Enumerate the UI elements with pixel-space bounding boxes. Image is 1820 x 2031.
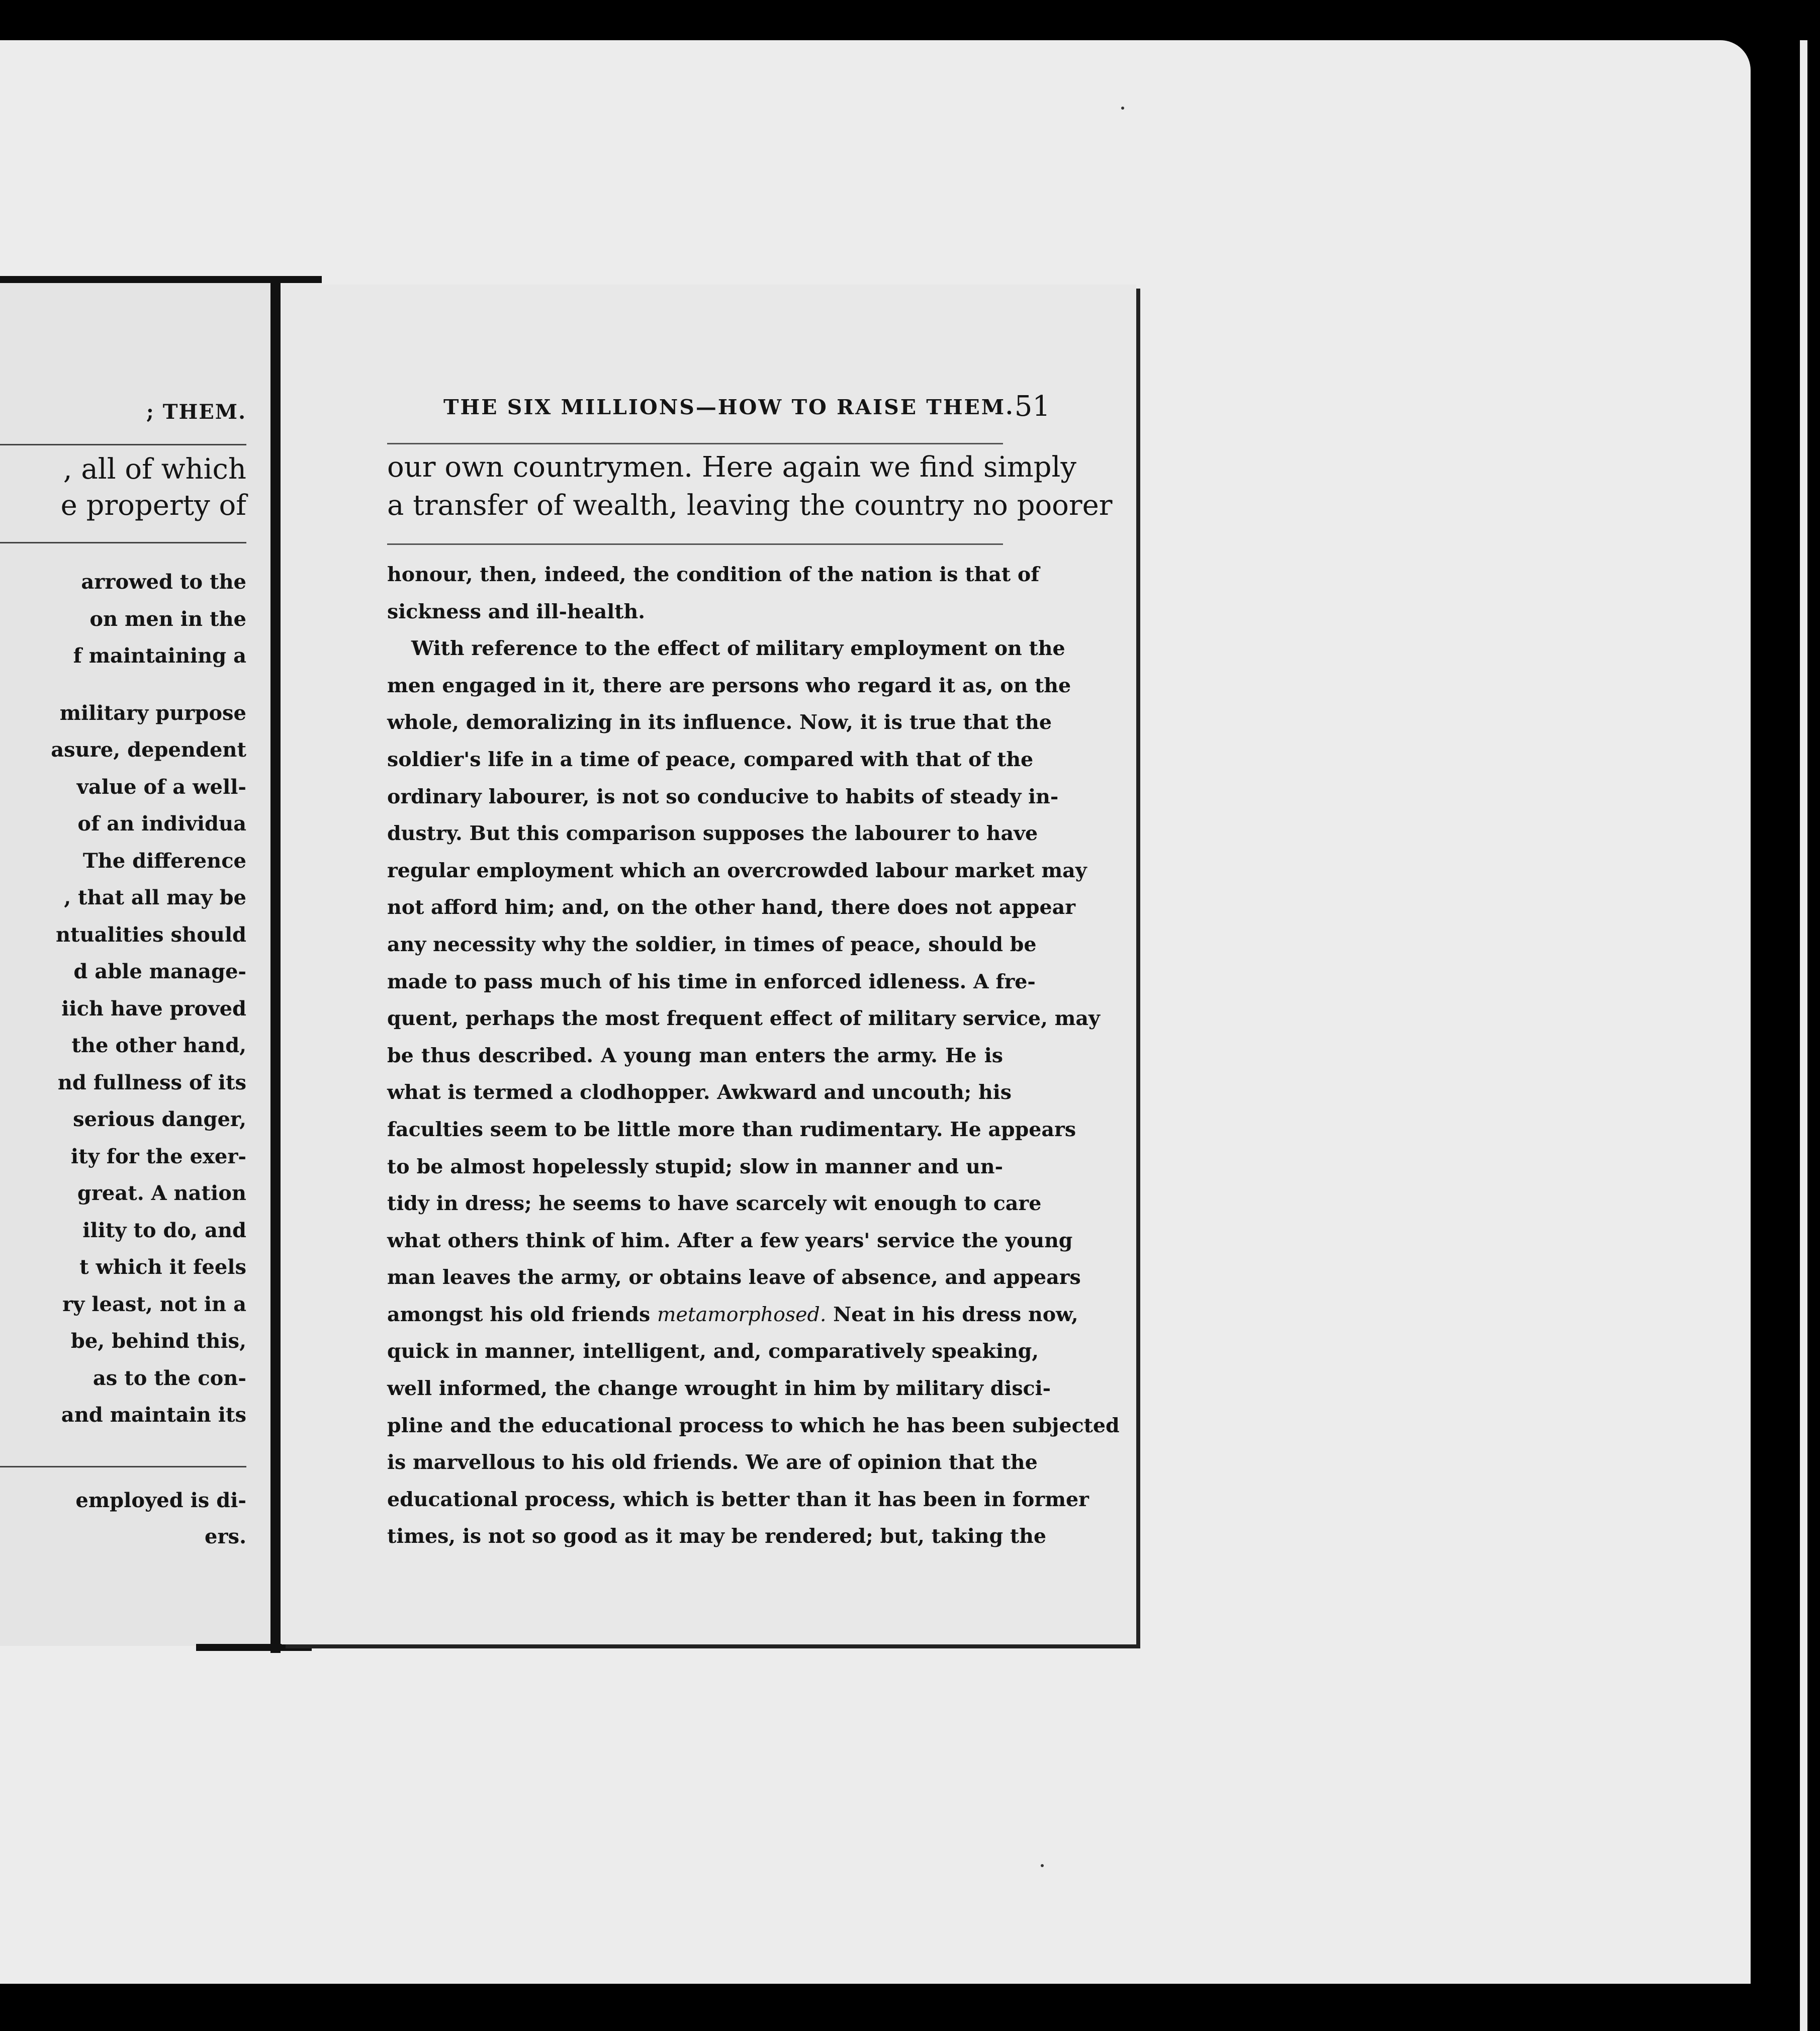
- binding-bottom-bar: [196, 1644, 312, 1651]
- lead-rule: [387, 543, 1003, 545]
- left-body-line: be, behind this,: [70, 1329, 246, 1353]
- body-line: any necessity why the soldier, in times of peace, should be: [387, 933, 1037, 956]
- left-body-line: t which it feels: [79, 1255, 246, 1279]
- body-line-with-italic: [387, 1297, 1078, 1334]
- body-line: pline and the educational process to which he has been subjected: [387, 1414, 1120, 1437]
- left-body-line: [51, 675, 246, 695]
- left-body-line: ility to do, and: [82, 1218, 246, 1242]
- left-footnote-line: employed is di-: [75, 1489, 246, 1512]
- running-title: THE SIX MILLIONS—HOW TO RAISE THEM.: [443, 395, 1015, 419]
- left-body-line: and maintain its: [61, 1403, 246, 1427]
- body-line: quick in manner, intelligent, and, comparatively speaking,: [387, 1340, 1039, 1363]
- body-line: be thus described. A young man enters the army. He is: [387, 1044, 1003, 1067]
- body-line: well informed, the change wrought in him by military disci-: [387, 1377, 1051, 1401]
- left-lead-line: , all of which: [63, 453, 246, 486]
- left-body-line: d able manage-: [73, 960, 246, 983]
- left-body-line: great. A nation: [77, 1181, 246, 1205]
- header-rule: [387, 443, 1003, 444]
- dust-speck: [1041, 1864, 1044, 1867]
- left-body-line: asure, dependent: [51, 738, 246, 762]
- dust-speck: [1121, 107, 1124, 110]
- body-line: faculties seem to be little more than rudimentary. He appears: [387, 1118, 1076, 1141]
- left-header-rule: [0, 444, 246, 445]
- body-line: what others think of him. After a few years' service the young: [387, 1229, 1073, 1252]
- left-body-line: nd fullness of its: [57, 1070, 246, 1094]
- left-page: [0, 280, 271, 1646]
- left-body-text: [51, 564, 246, 1434]
- left-body-line: ity for the exer-: [70, 1144, 246, 1168]
- body-line: quent, perhaps the most frequent effect of military service, may: [387, 1007, 1100, 1031]
- left-body-line: the other hand,: [71, 1034, 246, 1057]
- left-body-line: serious danger,: [73, 1107, 246, 1131]
- left-body-line: of an individua: [77, 812, 246, 836]
- lead-line: our own countrymen. Here again we find simply: [387, 451, 1077, 484]
- body-line: soldier's life in a time of peace, compared with that of the: [387, 748, 1034, 771]
- left-body-line: , that all may be: [64, 886, 246, 909]
- scan-border-right: [1807, 40, 1820, 2031]
- left-body-line: arrowed to the: [81, 570, 246, 594]
- body-line: regular employment which an overcrowded labour market may: [387, 859, 1087, 882]
- left-body-line: f maintaining a: [73, 644, 246, 668]
- left-lead-rule: [0, 542, 246, 543]
- left-body-line: The difference: [82, 849, 246, 873]
- body-line: educational process, which is better than it has been in former: [387, 1488, 1089, 1511]
- book-page: [282, 285, 1136, 1644]
- binding-vertical-bar: [270, 282, 281, 1653]
- body-line: to be almost hopelessly stupid; slow in manner and un-: [387, 1155, 1003, 1178]
- body-line: man leaves the army, or obtains leave of absence, and appears: [387, 1266, 1081, 1289]
- body-text: [387, 557, 1120, 1555]
- left-footnote-line: ers.: [205, 1525, 246, 1548]
- left-body-line: military purpose: [59, 701, 246, 725]
- body-line: ordinary labourer, is not so conducive to habits of steady in-: [387, 785, 1059, 808]
- body-line: whole, demoralizing in its influence. Now, it is true that the: [387, 711, 1052, 734]
- body-line: honour, then, indeed, the condition of the nation is that of: [387, 563, 1040, 586]
- left-footnote-rule: [0, 1466, 246, 1467]
- body-line: tidy in dress; he seems to have scarcely wit enough to care: [387, 1192, 1042, 1216]
- lead-text: [387, 448, 1113, 525]
- body-line: made to pass much of his time in enforced idleness. A fre-: [387, 970, 1036, 993]
- left-body-line: ntualities should: [55, 922, 246, 947]
- lead-line: a transfer of wealth, leaving the country no poorer: [387, 489, 1113, 522]
- body-line: not afford him; and, on the other hand, there does not appear: [387, 896, 1076, 919]
- body-line: is marvellous to his old friends. We are of opinion that the: [387, 1451, 1038, 1474]
- left-body-line: value of a well-: [76, 775, 246, 799]
- body-line-start: amongst his old friends: [387, 1303, 651, 1326]
- page-number: 51: [1014, 390, 1050, 423]
- body-line: what is termed a clodhopper. Awkward and uncouth; his: [387, 1081, 1012, 1104]
- left-body-line: on men in the: [89, 607, 246, 631]
- page-header: [443, 390, 1050, 425]
- left-lead-line: e property of: [60, 489, 246, 522]
- body-line: sickness and ill-health.: [387, 600, 645, 623]
- left-body-line: iich have proved: [61, 996, 246, 1021]
- body-line: dustry. But this comparison supposes the labourer to have: [387, 822, 1038, 846]
- body-line: times, is not so good as it may be rendered; but, taking the: [387, 1525, 1046, 1548]
- paragraph-first-line: With reference to the effect of military employment on the: [411, 637, 1065, 661]
- left-running-title: ; THEM.: [146, 400, 246, 424]
- body-line-end: Neat in his dress now,: [833, 1303, 1078, 1326]
- left-body-line: ry least, not in a: [62, 1292, 246, 1316]
- left-body-line: as to the con-: [93, 1366, 246, 1390]
- body-line: men engaged in it, there are persons who regard it as, on the: [387, 674, 1071, 697]
- left-footnote: [75, 1483, 246, 1555]
- italic-word: metamorphosed.: [657, 1303, 827, 1326]
